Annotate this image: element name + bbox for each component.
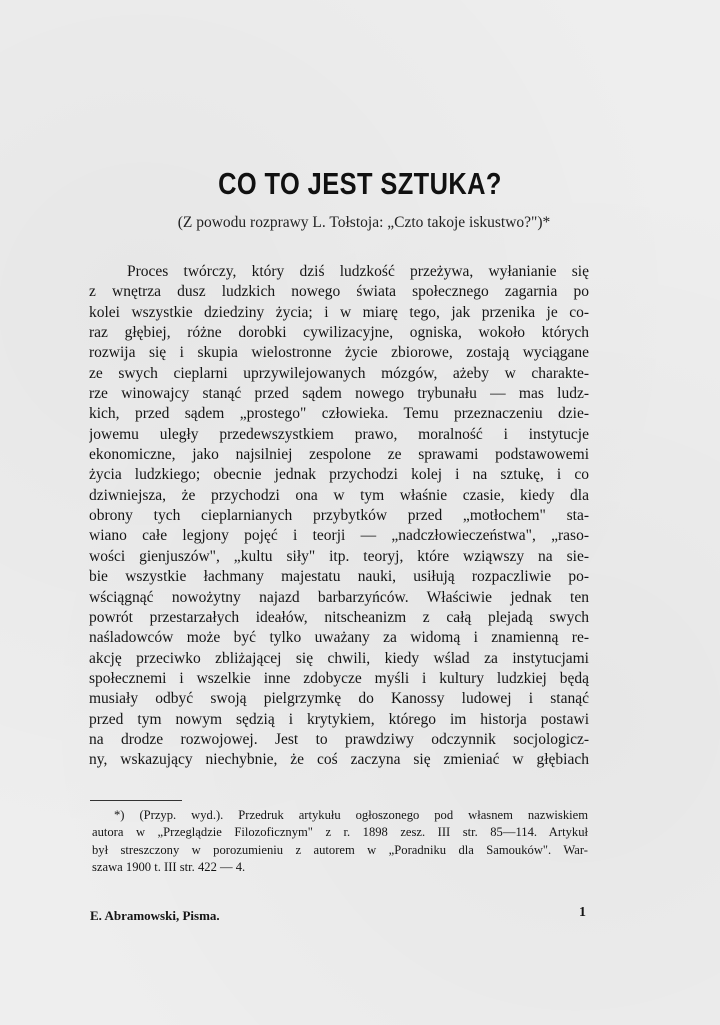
body-line: wości gienjuszów", „kultu siły" itp. teoryj, które wziąwszy na sie- [89,547,589,565]
footnote-line: *) (Przyp. wyd.). Przedruk artykułu ogłoszonego pod własnem nazwiskiem [114,808,588,822]
footnote-line: autora w „Przeglądzie Filozoficznym" z r. 1898 zesz. III str. 85—114. Artykuł [92,825,588,840]
body-line: ekonomiczne, jako najsilniej zespolone ze sprawami podstawowemi [89,446,589,464]
footnote-line: szawa 1900 t. III str. 422 — 4. [92,860,246,875]
body-line: wściągnąć nowożytny najazd barbarzyńców. Właściwie jednak ten [89,588,589,606]
body-line: dziwniejsza, że przychodzi ona w tym właśnie czasie, kiedy dla [89,486,589,504]
body-line: rze winowajcy stanąć przed sądem nowego trybunału — mas ludz- [89,385,589,403]
body-line: społecznemi i wszelkie inne zdobycze myśli i kultury ludzkiej będą [89,669,589,687]
body-line: obrony tych cieplarnianych przybytków przed „motłochem" sta- [89,507,589,525]
footnote-line: był streszczony w porozumieniu z autorem w „Poradniku dla Samouków". War- [92,842,588,857]
body-line: ze swych cieplarni uprzywilejowanych mózgów, ażeby w charakte- [89,364,589,382]
body-line: ny, wskazujący niechybnie, że coś zaczyna się zmieniać w głębiach [89,751,589,769]
body-line: raz głębiej, różne dorobki cywilizacyjne, ogniska, wokoło których [89,324,589,342]
body-line: naśladowców może być tylko uważany za widomą i znamienną re- [89,629,589,647]
body-line: akcję przeciwko zbliżającej się chwili, kiedy wślad za instytucjami [89,649,589,667]
body-line: bie wszystkie łachmany majestatu nauki, usiłują rozpaczliwie po- [89,568,589,586]
footnote [92,807,588,877]
body-line: na drodze rozwojowej. Jest to prawdziwy odczynnik socjologicz- [89,730,589,748]
body-line: wiano całe legjony pojęć i teorji — „nadczłowieczeństwa", „raso- [89,527,589,545]
footnote-divider [90,800,182,801]
body-line: jowemu uległy przedewszystkiem prawo, moralność i instytucje [89,425,589,443]
page-number: 1 [579,905,586,920]
body-line: z wnętrza dusz ludzkich nowego świata społecznego zagarnia po [89,283,589,301]
article-title: CO TO JEST SZTUKA? [218,166,502,201]
signature-mark: E. Abramowski, Pisma. [90,908,220,923]
body-line: rozwija się i skupia wielostronne życie zbiorowe, zostają wyciągane [89,344,589,362]
body-line: przed tym nowym sędzią i krytykiem, którego im historja postawi [89,710,589,728]
body-line: kolei wszystkie dziedziny życia; i w miarę tego, jak przenika je co- [89,303,589,321]
body-line: Proces twórczy, który dziś ludzkość przeżywa, wyłanianie się [127,263,589,280]
body-line: powrót przestarzałych ideałów, nitscheanizm z całą plejadą swych [89,608,589,626]
body-line: życia ludzkiego; obecnie jednak przychodzi kolej i na sztukę, i co [89,466,589,484]
body-line: kich, przed sądem „prostego" człowieka. Temu przeznaczeniu dzie- [89,405,589,423]
body-line: musiały odbyć swoją pielgrzymkę do Kanossy ludowej i stanąć [89,690,589,708]
article-subtitle: (Z powodu rozprawy L. Tołstoja: „Czto takoje iskustwo?")* [177,214,551,231]
body-text [89,262,589,771]
